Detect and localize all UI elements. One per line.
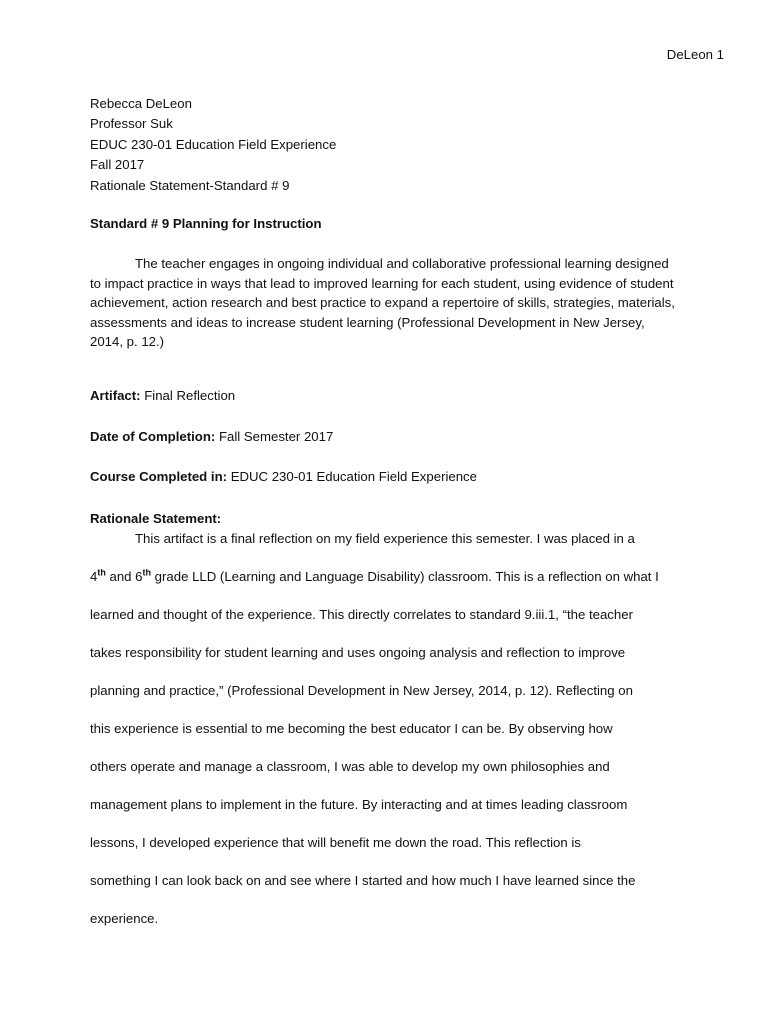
rationale-line: This artifact is a final reflection on my field experience this semester. I was placed in a	[135, 531, 635, 546]
rationale-line: something I can look back on and see where I started and how much I have learned since the	[90, 873, 636, 888]
document-title: Rationale Statement-Standard # 9	[90, 177, 290, 193]
course-name: EDUC 230-01 Education Field Experience	[90, 136, 337, 152]
course-value: EDUC 230-01 Education Field Experience	[230, 469, 477, 484]
rationale-line: lessons, I developed experience that will benefit me down the road. This reflection is	[90, 835, 581, 850]
rationale-line: learned and thought of the experience. This directly correlates to standard 9.iii.1, “the teacher	[90, 607, 633, 622]
rationale-line: this experience is essential to me becoming the best educator I can be. By observing how	[90, 721, 613, 736]
grade-connector: and 6	[105, 569, 143, 584]
professor-name: Professor Suk	[90, 116, 173, 132]
course-field	[90, 469, 690, 484]
artifact-label: Artifact:	[90, 388, 141, 403]
author-name: Rebecca DeLeon	[90, 96, 192, 111]
artifact-field	[90, 388, 690, 403]
ordinal-suffix: th	[142, 567, 152, 578]
rationale-line: others operate and manage a classroom, I was able to develop my own philosophies and	[90, 759, 610, 774]
ordinal-suffix: th	[97, 567, 106, 578]
rationale-line	[90, 569, 659, 584]
document-heading	[90, 94, 690, 196]
date-label: Date of Completion:	[90, 429, 216, 444]
rationale-line: experience.	[90, 911, 159, 926]
rationale-line: management plans to implement in the future. By interacting and at times leading classroom	[90, 797, 628, 812]
standard-description: The teacher engages in ongoing individual and collaborative professional learning designed to impact practice in ways that lead to improved learning for each student, using evidence of student achievement, action research and best practice to expand a repertoire of skills, strategies, materials, assessments and ideas to increase student learning (Professional Development in New Jersey, 2014, p. 12.)	[90, 256, 675, 350]
term: Fall 2017	[90, 157, 145, 173]
standard-title: Standard # 9 Planning for Instruction	[90, 216, 322, 231]
date-value: Fall Semester 2017	[218, 429, 334, 444]
date-field	[90, 429, 690, 444]
rationale-line: takes responsibility for student learning and uses ongoing analysis and reflection to improve	[90, 645, 626, 660]
artifact-value: Final Reflection	[144, 388, 236, 403]
grade-text: grade LLD (Learning and Language Disability) classroom. This is a reflection on what I	[151, 569, 659, 584]
course-label: Course Completed in:	[90, 469, 228, 484]
rationale-line: planning and practice,” (Professional Development in New Jersey, 2014, p. 12). Reflecting on	[90, 683, 633, 698]
grade-number: 4	[90, 569, 98, 584]
rationale-label: Rationale Statement:	[90, 511, 222, 526]
page-header-label: DeLeon 1	[666, 47, 724, 62]
